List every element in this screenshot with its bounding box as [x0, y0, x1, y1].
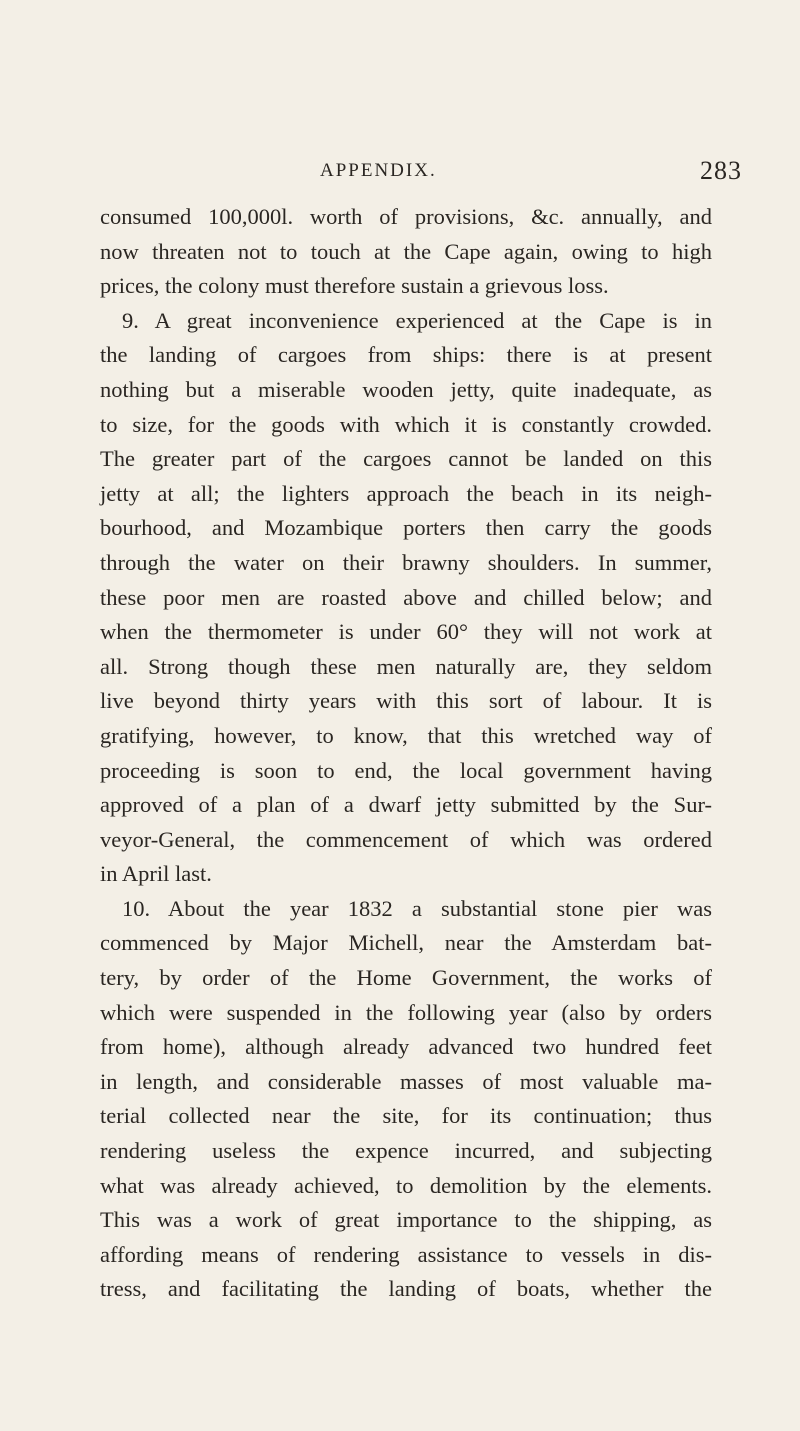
text-line: from home), although already advanced two hundred feet [100, 1034, 712, 1060]
text-line: veyor-General, the commencement of which was ordered [100, 826, 712, 852]
text-line: The greater part of the cargoes cannot be landed on this [100, 446, 712, 472]
text-line: proceeding is soon to end, the local government having [100, 757, 712, 783]
text-line: This was a work of great importance to the shipping, as [100, 1207, 712, 1233]
text-line: live beyond thirty years with this sort of labour. It is [100, 688, 712, 714]
text-line: in April last. [100, 861, 212, 887]
text-line: which were suspended in the following year (also by orders [100, 999, 712, 1025]
text-line: gratifying, however, to know, that this wretched way of [100, 722, 712, 748]
text-line: now threaten not to touch at the Cape again, owing to high [100, 238, 712, 264]
text-line: when the thermometer is under 60° they will not work at [100, 619, 712, 645]
text-line: all. Strong though these men naturally are, they seldom [100, 653, 712, 679]
text-line: nothing but a miserable wooden jetty, quite inadequate, as [100, 376, 712, 402]
paragraph-9-start: 9. A great inconvenience experienced at the Cape is in [122, 307, 712, 333]
text-line: what was already achieved, to demolition by the elements. [100, 1172, 712, 1198]
body-text [100, 200, 712, 1307]
text-line: rendering useless the expence incurred, and subjecting [100, 1138, 712, 1164]
text-line: jetty at all; the lighters approach the beach in its neigh- [100, 480, 712, 506]
text-line: tery, by order of the Home Government, the works of [100, 965, 712, 991]
page-number: 283 [700, 156, 742, 185]
page-header [0, 156, 800, 190]
paragraph-10-start: 10. About the year 1832 a substantial stone pier was [122, 895, 712, 921]
text-line: in length, and considerable masses of most valuable ma- [100, 1068, 712, 1094]
text-line: prices, the colony must therefore sustain a grievous loss. [100, 273, 609, 299]
text-line: affording means of rendering assistance to vessels in dis- [100, 1241, 712, 1267]
running-head: APPENDIX. [320, 160, 437, 181]
text-line: approved of a plan of a dwarf jetty submitted by the Sur- [100, 792, 712, 818]
text-line: bourhood, and Mozambique porters then carry the goods [100, 515, 712, 541]
text-line: commenced by Major Michell, near the Amsterdam bat- [100, 930, 712, 956]
text-line: the landing of cargoes from ships: there is at present [100, 342, 712, 368]
text-line: consumed 100,000l. worth of provisions, &c. annually, and [100, 204, 712, 229]
text-line: these poor men are roasted above and chilled below; and [100, 584, 712, 610]
text-line: terial collected near the site, for its continuation; thus [100, 1103, 712, 1129]
text-line: tress, and facilitating the landing of boats, whether the [100, 1276, 712, 1302]
text-line: through the water on their brawny shoulders. In summer, [100, 549, 712, 575]
text-line: to size, for the goods with which it is constantly crowded. [100, 411, 712, 437]
